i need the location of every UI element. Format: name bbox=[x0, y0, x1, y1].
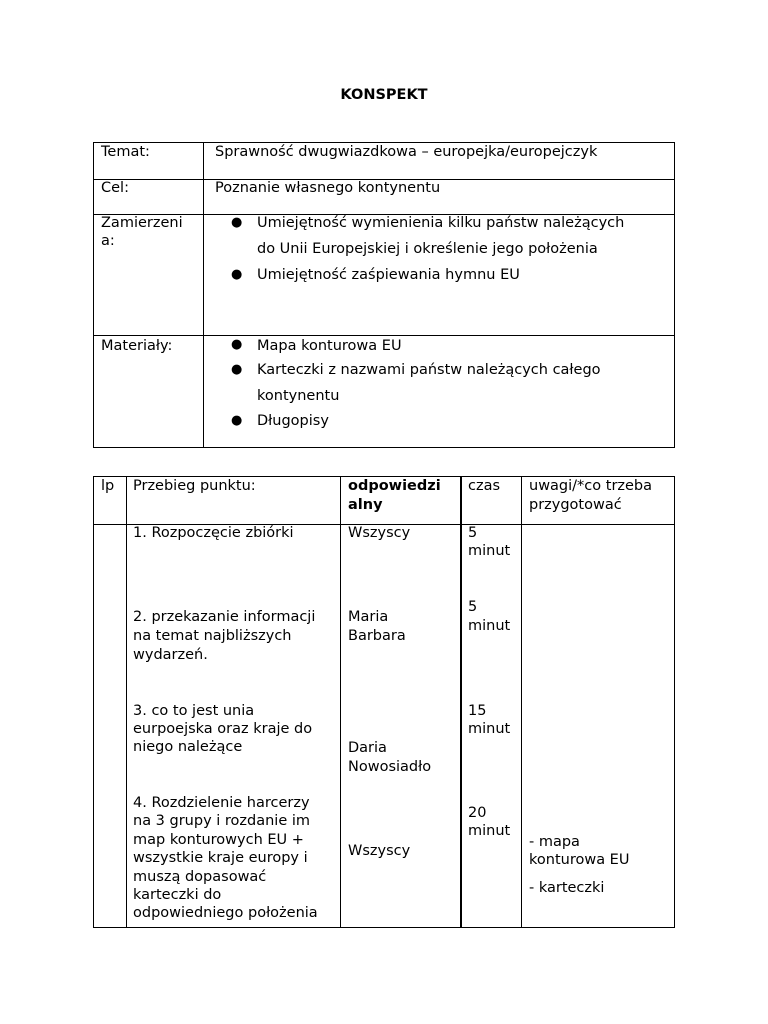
table-border bbox=[93, 476, 94, 928]
materialy-item: Długopisy bbox=[257, 413, 329, 429]
step-czas: 20 bbox=[468, 805, 487, 821]
header-odpowiedzialny: odpowiedzi bbox=[348, 478, 441, 494]
materialy-item: kontynentu bbox=[257, 388, 340, 404]
zamierzenia-item: Umiejętność wymienienia kilku państw należących bbox=[257, 215, 625, 231]
step-przebieg: 4. Rozdzielenie harcerzy bbox=[133, 795, 310, 811]
step-przebieg: 2. przekazanie informacji bbox=[133, 609, 316, 625]
materialy-item: Mapa konturowa EU bbox=[257, 338, 402, 354]
step-przebieg: eurpoejska oraz kraje do bbox=[133, 721, 313, 737]
bullet-icon: ● bbox=[231, 362, 243, 377]
cel-label: Cel: bbox=[101, 180, 129, 196]
temat-value: Sprawność dwugwiazdkowa – europejka/europejczyk bbox=[215, 144, 598, 160]
table-border bbox=[203, 142, 204, 448]
header-czas: czas bbox=[468, 478, 501, 494]
table-border bbox=[674, 142, 675, 448]
step-czas: minut bbox=[468, 721, 511, 737]
step-przebieg: niego należące bbox=[133, 739, 243, 755]
header-lp: lp bbox=[101, 478, 115, 494]
document-title: KONSPEKT bbox=[340, 87, 428, 103]
step-czas: 5 bbox=[468, 599, 478, 615]
zamierzenia-label: Zamierzeni bbox=[101, 215, 183, 231]
header-odpowiedzialny: alny bbox=[348, 497, 383, 513]
table-border bbox=[93, 447, 675, 448]
step-przebieg: wydarzeń. bbox=[133, 647, 208, 663]
table-border bbox=[340, 476, 341, 928]
bullet-icon: ● bbox=[231, 267, 243, 282]
step-odpowiedzialny: Wszyscy bbox=[348, 525, 411, 541]
uwagi-item: konturowa EU bbox=[529, 852, 630, 868]
step-przebieg: odpowiedniego położenia bbox=[133, 905, 318, 921]
table-border bbox=[93, 927, 675, 928]
step-przebieg: muszą dopasować bbox=[133, 869, 267, 885]
table-border bbox=[93, 335, 675, 336]
step-odpowiedzialny: Daria bbox=[348, 740, 387, 756]
step-czas: 15 bbox=[468, 703, 487, 719]
step-przebieg: wszystkie kraje europy i bbox=[133, 850, 308, 866]
zamierzenia-item: do Unii Europejskiej i określenie jego położenia bbox=[257, 241, 598, 257]
materialy-label: Materiały: bbox=[101, 338, 173, 354]
step-przebieg: 1. Rozpoczęcie zbiórki bbox=[133, 525, 294, 541]
materialy-item: Karteczki z nazwami państw należących całego bbox=[257, 362, 601, 378]
temat-label: Temat: bbox=[101, 144, 150, 160]
table-border bbox=[521, 476, 522, 928]
step-przebieg: na 3 grupy i rozdanie im bbox=[133, 813, 311, 829]
step-przebieg: na temat najbliższych bbox=[133, 628, 292, 644]
step-czas: minut bbox=[468, 618, 511, 634]
step-przebieg: 3. co to jest unia bbox=[133, 703, 255, 719]
table-border bbox=[93, 142, 94, 448]
step-czas: minut bbox=[468, 543, 511, 559]
step-czas: 5 bbox=[468, 525, 478, 541]
step-odpowiedzialny: Nowosiadło bbox=[348, 759, 432, 775]
step-przebieg: map konturowych EU + bbox=[133, 832, 304, 848]
header-uwagi: uwagi/*co trzeba bbox=[529, 478, 653, 494]
table-border bbox=[674, 476, 675, 928]
step-przebieg: karteczki do bbox=[133, 887, 222, 903]
step-odpowiedzialny: Wszyscy bbox=[348, 843, 411, 859]
uwagi-item: - mapa bbox=[529, 834, 580, 850]
step-odpowiedzialny: Maria bbox=[348, 609, 389, 625]
uwagi-item: - karteczki bbox=[529, 880, 605, 896]
bullet-icon: ● bbox=[231, 337, 243, 352]
table-border bbox=[126, 476, 127, 928]
bullet-icon: ● bbox=[231, 215, 243, 230]
table-border bbox=[460, 476, 462, 928]
cel-value: Poznanie własnego kontynentu bbox=[215, 180, 441, 196]
zamierzenia-item: Umiejętność zaśpiewania hymnu EU bbox=[257, 267, 520, 283]
header-uwagi: przygotować bbox=[529, 497, 622, 513]
step-odpowiedzialny: Barbara bbox=[348, 628, 406, 644]
step-czas: minut bbox=[468, 823, 511, 839]
bullet-icon: ● bbox=[231, 413, 243, 428]
header-przebieg: Przebieg punktu: bbox=[133, 478, 256, 494]
zamierzenia-label: a: bbox=[101, 233, 115, 249]
